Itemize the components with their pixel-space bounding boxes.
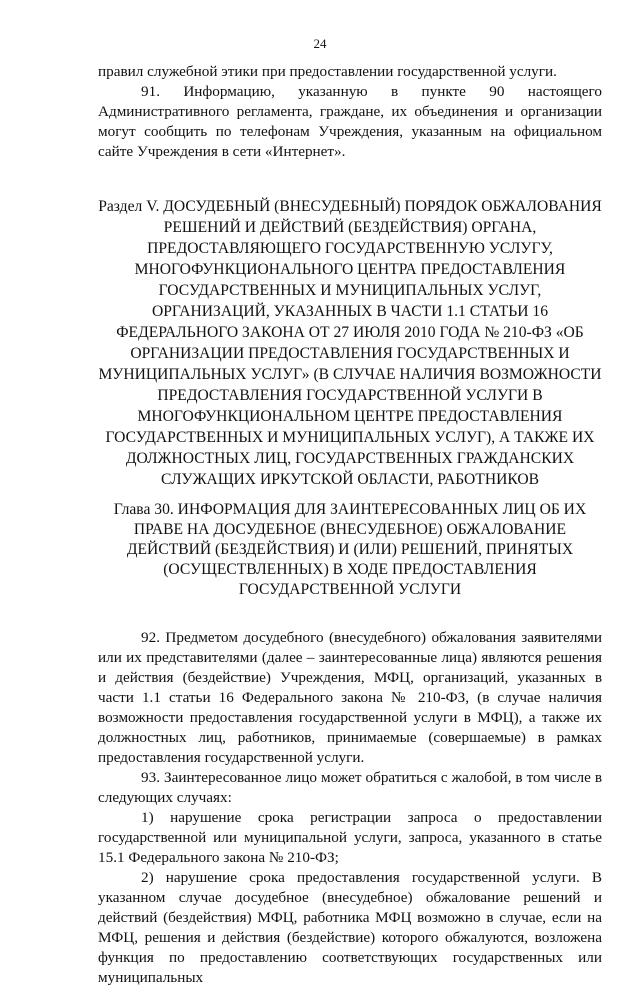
paragraph-91: 91. Информацию, указанную в пункте 90 настоящего Административного регламента, граждане, их объединения и организации могут сообщить по телефонам Учреждения, указанным на официальном сайте Учреждения в сети «Интернет».	[98, 83, 602, 160]
paragraph-93: 93. Заинтересованное лицо может обратиться с жалобой, в том числе в следующих случаях:	[98, 769, 602, 806]
section-v-title: Раздел V. ДОСУДЕБНЫЙ (ВНЕСУДЕБНЫЙ) ПОРЯДОК ОБЖАЛОВАНИЯ РЕШЕНИЙ И ДЕЙСТВИЙ (БЕЗДЕЙСТВИЯ) ОРГАНА, ПРЕДОСТАВЛЯЮЩЕГО ГОСУДАРСТВЕННУЮ УСЛУГУ, МНОГОФУНКЦИОНАЛЬНОГО ЦЕНТРА ПРЕДОСТАВЛЕНИЯ ГОСУДАРСТВЕННЫХ И МУНИЦИПАЛЬНЫХ УСЛУГ, ОРГАНИЗАЦИЙ, УКАЗАННЫХ В ЧАСТИ 1.1 СТАТЬИ 16 ФЕДЕРАЛЬНОГО ЗАКОНА ОТ 27 ИЮЛЯ 2010 ГОДА № 210-ФЗ «ОБ ОРГАНИЗАЦИИ ПРЕДОСТАВЛЕНИЯ ГОСУДАРСТВЕННЫХ И МУНИЦИПАЛЬНЫХ УСЛУГ» (В СЛУЧАЕ НАЛИЧИЯ ВОЗМОЖНОСТИ ПРЕДОСТАВЛЕНИЯ ГОСУДАРСТВЕННОЙ УСЛУГИ В МНОГОФУНКЦИОНАЛЬНОМ ЦЕНТРЕ ПРЕДОСТАВЛЕНИЯ ГОСУДАРСТВЕННЫХ И МУНИЦИПАЛЬНЫХ УСЛУГ), А ТАКЖЕ ИХ ДОЛЖНОСТНЫХ ЛИЦ, ГОСУДАРСТВЕННЫХ ГРАЖДАНСКИХ СЛУЖАЩИХ ИРКУТСКОЙ ОБЛАСТИ, РАБОТНИКОВ	[98, 198, 602, 488]
list-item-2: 2) нарушение срока предоставления государственной услуги. В указанном случае досудебное (внесудебное) обжалование решений и действий (бездействия) МФЦ, работника МФЦ возможно в случае, если на МФЦ, решения и действия (бездействие) которого обжалуются, возложена функция по предоставлению соответствующих государственных или муниципальных	[98, 869, 602, 986]
chapter-30-title: Глава 30. ИНФОРМАЦИЯ ДЛЯ ЗАИНТЕРЕСОВАННЫХ ЛИЦ ОБ ИХ ПРАВЕ НА ДОСУДЕБНОЕ (ВНЕСУДЕБНОЕ) ОБЖАЛОВАНИЕ ДЕЙСТВИЙ (БЕЗДЕЙСТВИЯ) И (ИЛИ) РЕШЕНИЙ, ПРИНЯТЫХ (ОСУЩЕСТВЛЕННЫХ) В ХОДЕ ПРЕДОСТАВЛЕНИЯ ГОСУДАРСТВЕННОЙ УСЛУГИ	[113, 501, 587, 598]
list-item-1: 1) нарушение срока регистрации запроса о предоставлении государственной или муниципальной услуги, запроса, указанного в статье 15.1 Федерального закона № 210-ФЗ;	[98, 809, 602, 866]
continuation-paragraph: правил служебной этики при предоставлении государственной услуги.	[98, 63, 557, 80]
page-number: 24	[313, 36, 327, 51]
document-body	[98, 62, 602, 988]
paragraph-92: 92. Предметом досудебного (внесудебного) обжалования заявителями или их представителями (далее – заинтересованные лица) являются решения и действия (бездействие) Учреждения, МФЦ, организаций, указанных в части 1.1 статьи 16 Федерального закона № 210-ФЗ, (в случае наличия возможности предоставления государственной услуги в МФЦ), а также их должностных лиц, работников, принимаемые (совершаемые) в рамках предоставления государственной услуги.	[98, 629, 602, 766]
